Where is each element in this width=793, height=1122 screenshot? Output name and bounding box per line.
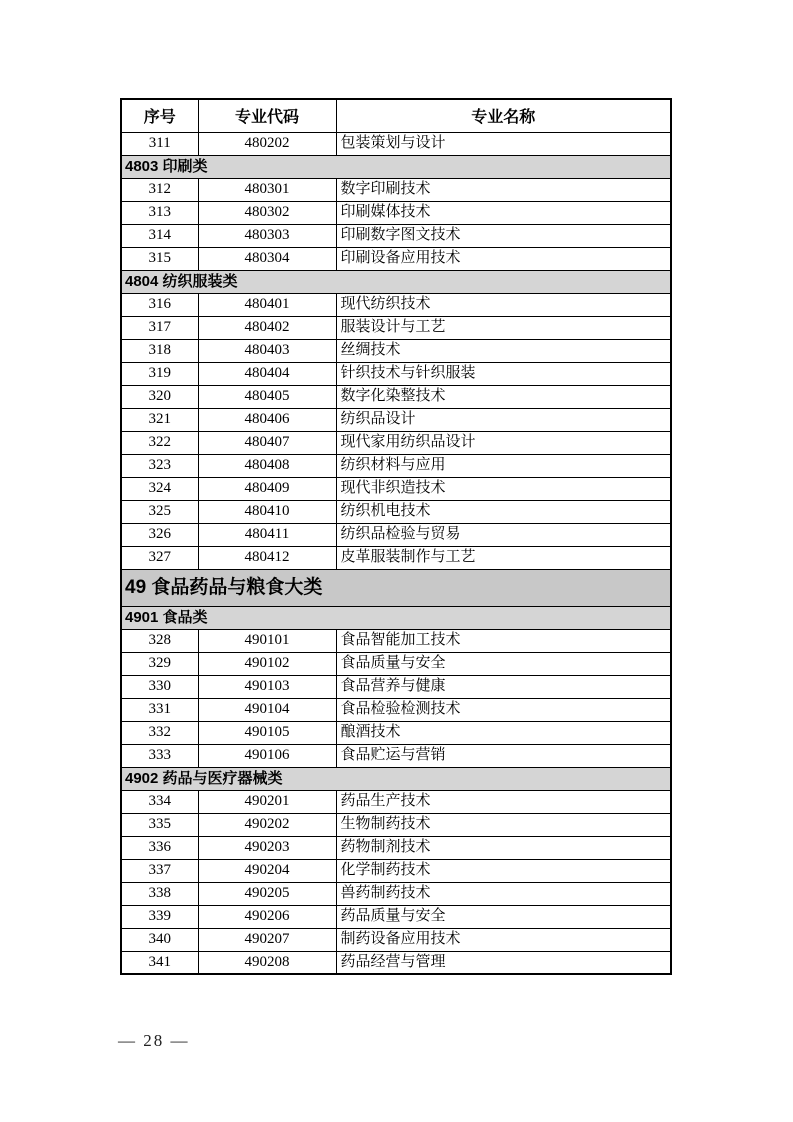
table-row [121, 500, 671, 523]
header-cell-seq: 序号 [121, 99, 198, 132]
cell-name: 食品贮运与营销 [336, 744, 671, 767]
cell-seq: 316 [121, 293, 198, 316]
table-row [121, 385, 671, 408]
cell-name: 药品质量与安全 [336, 905, 671, 928]
table-row [121, 546, 671, 569]
cell-code: 480408 [198, 454, 336, 477]
cell-name: 食品营养与健康 [336, 675, 671, 698]
table-row [121, 859, 671, 882]
cell-seq: 325 [121, 500, 198, 523]
cell-code: 490208 [198, 951, 336, 974]
table-row [121, 698, 671, 721]
cell-code: 480404 [198, 362, 336, 385]
cell-code: 490204 [198, 859, 336, 882]
header-cell-code: 专业代码 [198, 99, 336, 132]
cell-code: 480410 [198, 500, 336, 523]
cell-name: 纺织材料与应用 [336, 454, 671, 477]
cell-name: 药品生产技术 [336, 790, 671, 813]
cell-name: 数字印刷技术 [336, 178, 671, 201]
cell-code: 480302 [198, 201, 336, 224]
cell-code: 480202 [198, 132, 336, 155]
table-row [121, 836, 671, 859]
table-row [121, 882, 671, 905]
section-label: 4901 食品类 [121, 606, 671, 629]
cell-code: 490202 [198, 813, 336, 836]
cell-code: 480402 [198, 316, 336, 339]
cell-name: 现代家用纺织品设计 [336, 431, 671, 454]
table-row [121, 905, 671, 928]
cell-code: 490206 [198, 905, 336, 928]
cell-name: 皮革服装制作与工艺 [336, 546, 671, 569]
cell-code: 490101 [198, 629, 336, 652]
cell-code: 490203 [198, 836, 336, 859]
section-row [121, 606, 671, 629]
table-row [121, 652, 671, 675]
cell-name: 酿酒技术 [336, 721, 671, 744]
major-section-row [121, 569, 671, 606]
cell-seq: 327 [121, 546, 198, 569]
table-row [121, 362, 671, 385]
cell-code: 480409 [198, 477, 336, 500]
cell-name: 食品质量与安全 [336, 652, 671, 675]
table-row [121, 224, 671, 247]
cell-seq: 326 [121, 523, 198, 546]
cell-seq: 322 [121, 431, 198, 454]
cell-code: 480401 [198, 293, 336, 316]
cell-code: 480301 [198, 178, 336, 201]
cell-code: 480303 [198, 224, 336, 247]
table-row [121, 721, 671, 744]
section-label: 4902 药品与医疗器械类 [121, 767, 671, 790]
cell-code: 480411 [198, 523, 336, 546]
table-row [121, 454, 671, 477]
cell-name: 药品经营与管理 [336, 951, 671, 974]
cell-name: 兽药制药技术 [336, 882, 671, 905]
table-row [121, 408, 671, 431]
cell-name: 印刷设备应用技术 [336, 247, 671, 270]
cell-name: 纺织品设计 [336, 408, 671, 431]
cell-seq: 324 [121, 477, 198, 500]
table-row [121, 431, 671, 454]
cell-name: 针织技术与针织服装 [336, 362, 671, 385]
cell-name: 食品智能加工技术 [336, 629, 671, 652]
cell-name: 现代纺织技术 [336, 293, 671, 316]
header-row [121, 99, 671, 132]
cell-seq: 333 [121, 744, 198, 767]
table-row [121, 178, 671, 201]
cell-name: 包装策划与设计 [336, 132, 671, 155]
table-row [121, 790, 671, 813]
section-row [121, 767, 671, 790]
cell-seq: 341 [121, 951, 198, 974]
cell-seq: 317 [121, 316, 198, 339]
footer-page-number: — 28 — [118, 1031, 190, 1050]
table-row [121, 293, 671, 316]
cell-code: 490201 [198, 790, 336, 813]
cell-seq: 328 [121, 629, 198, 652]
cell-name: 数字化染整技术 [336, 385, 671, 408]
table-row [121, 928, 671, 951]
cell-code: 490102 [198, 652, 336, 675]
cell-seq: 332 [121, 721, 198, 744]
cell-seq: 319 [121, 362, 198, 385]
cell-seq: 313 [121, 201, 198, 224]
table-row [121, 316, 671, 339]
table-body [121, 132, 671, 974]
cell-seq: 312 [121, 178, 198, 201]
cell-seq: 331 [121, 698, 198, 721]
cell-seq: 315 [121, 247, 198, 270]
cell-name: 印刷媒体技术 [336, 201, 671, 224]
cell-code: 490103 [198, 675, 336, 698]
cell-seq: 335 [121, 813, 198, 836]
cell-name: 印刷数字图文技术 [336, 224, 671, 247]
table-header [121, 99, 671, 132]
cell-seq: 323 [121, 454, 198, 477]
majors-table [120, 98, 672, 975]
cell-code: 490207 [198, 928, 336, 951]
cell-seq: 334 [121, 790, 198, 813]
cell-seq: 314 [121, 224, 198, 247]
cell-name: 生物制药技术 [336, 813, 671, 836]
section-row [121, 155, 671, 178]
cell-name: 服装设计与工艺 [336, 316, 671, 339]
section-label: 49 食品药品与粮食大类 [121, 569, 671, 606]
cell-name: 食品检验检测技术 [336, 698, 671, 721]
table-row [121, 951, 671, 974]
table-row [121, 523, 671, 546]
cell-name: 化学制药技术 [336, 859, 671, 882]
table-row [121, 201, 671, 224]
cell-seq: 336 [121, 836, 198, 859]
cell-code: 480412 [198, 546, 336, 569]
cell-name: 丝绸技术 [336, 339, 671, 362]
cell-seq: 330 [121, 675, 198, 698]
table-row [121, 813, 671, 836]
cell-name: 药物制剂技术 [336, 836, 671, 859]
cell-code: 490106 [198, 744, 336, 767]
section-label: 4804 纺织服装类 [121, 270, 671, 293]
cell-name: 纺织机电技术 [336, 500, 671, 523]
cell-seq: 320 [121, 385, 198, 408]
cell-seq: 338 [121, 882, 198, 905]
cell-code: 480406 [198, 408, 336, 431]
cell-name: 现代非织造技术 [336, 477, 671, 500]
header-cell-name: 专业名称 [336, 99, 671, 132]
cell-seq: 329 [121, 652, 198, 675]
cell-name: 纺织品检验与贸易 [336, 523, 671, 546]
cell-code: 490205 [198, 882, 336, 905]
section-label: 4803 印刷类 [121, 155, 671, 178]
cell-seq: 337 [121, 859, 198, 882]
cell-code: 490105 [198, 721, 336, 744]
table-row [121, 675, 671, 698]
cell-code: 490104 [198, 698, 336, 721]
cell-seq: 311 [121, 132, 198, 155]
cell-seq: 340 [121, 928, 198, 951]
table-row [121, 477, 671, 500]
cell-code: 480407 [198, 431, 336, 454]
cell-code: 480405 [198, 385, 336, 408]
table-row [121, 744, 671, 767]
cell-seq: 339 [121, 905, 198, 928]
cell-code: 480403 [198, 339, 336, 362]
cell-seq: 318 [121, 339, 198, 362]
cell-seq: 321 [121, 408, 198, 431]
section-row [121, 270, 671, 293]
table-row [121, 132, 671, 155]
cell-code: 480304 [198, 247, 336, 270]
table-row [121, 339, 671, 362]
table-row [121, 247, 671, 270]
table-row [121, 629, 671, 652]
cell-name: 制药设备应用技术 [336, 928, 671, 951]
